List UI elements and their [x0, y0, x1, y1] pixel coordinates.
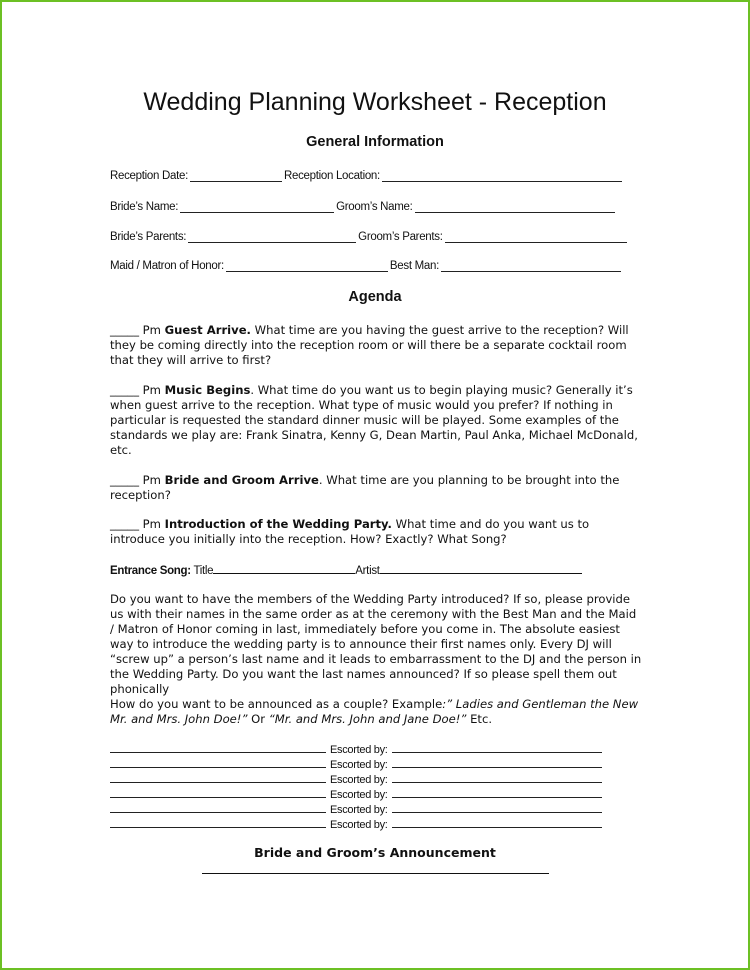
- entrance-song-row: [110, 562, 582, 577]
- reception-date-label: Reception Date:: [110, 170, 188, 182]
- agenda-item-guest-arrive: [110, 323, 642, 368]
- item-title: Bride and Groom Arrive: [164, 473, 319, 487]
- escorted-by-label: Escorted by:: [330, 744, 388, 756]
- party-member-field[interactable]: [110, 741, 326, 753]
- song-title-field[interactable]: [213, 562, 355, 574]
- item-title: Introduction of the Wedding Party.: [164, 517, 392, 531]
- song-artist-label: Artist: [355, 565, 380, 577]
- reception-location-label: Reception Location:: [283, 170, 380, 182]
- song-title-label: Title: [193, 565, 214, 577]
- party-member-field[interactable]: [110, 816, 326, 828]
- escorted-by-label: Escorted by:: [330, 759, 388, 771]
- etc-text: Etc.: [466, 712, 493, 726]
- wedding-party-text: Do you want to have the members of the Wedding Party introduced? If so, please provide us with their names in the same order as at the ceremony with the Best Man and the Maid / Matron of Honor coming in last, immediately before you come in. The absolute easiest way to introduce the wedding party is to announce their first names only. Every DJ will “screw up” a person’s last name and it leads to embarrassment to the DJ and the person in the Wedding Party. Do you want the last names announced? If so please spell them out phonically: [110, 592, 642, 696]
- escort-field[interactable]: [392, 771, 602, 783]
- escort-field[interactable]: [392, 816, 602, 828]
- escort-field[interactable]: [392, 741, 602, 753]
- pm-label: Pm: [138, 473, 165, 487]
- item-title: Music Begins: [164, 383, 251, 397]
- escort-row: [110, 771, 602, 786]
- form-row-names: [110, 201, 640, 213]
- escorted-by-label: Escorted by:: [330, 774, 388, 786]
- time-blank[interactable]: _____: [110, 323, 139, 337]
- party-member-field[interactable]: [110, 786, 326, 798]
- announcement-heading: Bride and Groom’s Announcement: [254, 845, 496, 860]
- item-title: Guest Arrive.: [164, 323, 251, 337]
- couple-announcement-question: [110, 697, 642, 727]
- grooms-name-field[interactable]: [415, 201, 615, 213]
- agenda-item-wedding-party-intro: [110, 517, 642, 547]
- form-row-honor: [110, 260, 640, 272]
- escort-field[interactable]: [392, 786, 602, 798]
- pm-label: Pm: [138, 383, 165, 397]
- general-info-heading: General Information: [306, 134, 444, 150]
- brides-parents-label: Bride’s Parents:: [110, 231, 187, 243]
- pm-label: Pm: [138, 323, 165, 337]
- page-title: Wedding Planning Worksheet - Reception: [143, 88, 607, 116]
- item-text: . What time do you want us to begin playing music? Generally it’s when guest arrive to the reception. What type of music would you prefer? If nothing in particular is requested the standard dinner music will be played. Some examples of the standards we play are: Frank Sinatra, Kenny G, Dean Martin, Paul Anka, Michael McDonald, etc.: [110, 383, 638, 457]
- couple-example-2: “Mr. and Mrs. John and Jane Doe!”: [268, 712, 467, 726]
- party-member-field[interactable]: [110, 756, 326, 768]
- grooms-parents-field[interactable]: [445, 231, 627, 243]
- song-artist-field[interactable]: [380, 562, 582, 574]
- item-text: What time and do you want us to introduce you initially into the reception. How? Exactly? What Song?: [110, 517, 590, 546]
- time-blank[interactable]: _____: [110, 383, 139, 397]
- maid-of-honor-field[interactable]: [226, 260, 388, 272]
- party-member-field[interactable]: [110, 771, 326, 783]
- maid-of-honor-label: Maid / Matron of Honor:: [110, 260, 224, 272]
- escort-row: [110, 786, 602, 801]
- party-member-field[interactable]: [110, 801, 326, 813]
- escort-row: [110, 816, 602, 831]
- grooms-parents-label: Groom’s Parents:: [358, 231, 443, 243]
- brides-parents-field[interactable]: [188, 231, 356, 243]
- couple-example-1: :” Ladies and Gentleman the New Mr. and Mrs. John Doe!”: [110, 697, 639, 726]
- reception-date-field[interactable]: [190, 170, 282, 182]
- escort-row: [110, 756, 602, 771]
- agenda-item-bride-groom-arrive: [110, 473, 642, 503]
- pm-label: Pm: [138, 517, 165, 531]
- item-text: . What time are you planning to be brought into the reception?: [110, 473, 620, 502]
- grooms-name-label: Groom’s Name:: [336, 201, 413, 213]
- escorted-by-label: Escorted by:: [330, 804, 388, 816]
- escorted-by-label: Escorted by:: [330, 819, 388, 831]
- best-man-field[interactable]: [441, 260, 621, 272]
- agenda-heading: Agenda: [348, 289, 402, 305]
- escort-field[interactable]: [392, 801, 602, 813]
- wedding-party-paragraph: [110, 592, 642, 727]
- time-blank[interactable]: _____: [110, 517, 139, 531]
- item-text: What time are you having the guest arrive to the reception? Will they be coming directly into the reception room or will there be a separate cocktail room that they will arrive to first?: [110, 323, 629, 367]
- agenda-item-music-begins: [110, 383, 642, 458]
- brides-name-label: Bride’s Name:: [110, 201, 179, 213]
- escorted-by-label: Escorted by:: [330, 789, 388, 801]
- entrance-song-label: Entrance Song:: [110, 565, 191, 577]
- best-man-label: Best Man:: [389, 260, 439, 272]
- brides-name-field[interactable]: [180, 201, 334, 213]
- announcement-field[interactable]: [202, 873, 549, 874]
- escort-row: [110, 801, 602, 816]
- time-blank[interactable]: _____: [110, 473, 139, 487]
- form-row-reception: [110, 170, 640, 182]
- escort-row: [110, 741, 602, 756]
- couple-question-text: How do you want to be announced as a couple? Example: [110, 697, 443, 711]
- form-row-parents: [110, 231, 640, 243]
- or-text: Or: [247, 712, 269, 726]
- escort-field[interactable]: [392, 756, 602, 768]
- reception-location-field[interactable]: [382, 170, 622, 182]
